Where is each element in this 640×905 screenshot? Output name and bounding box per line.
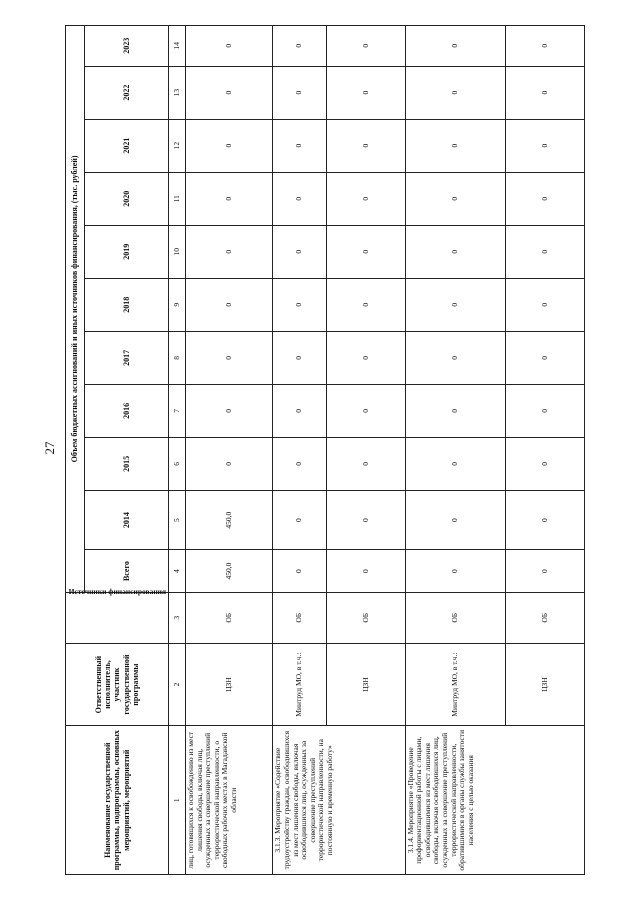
row-name: 3.1.4. Мероприятие «Проведение профориентационной работы с лицами, освободившимися из мест лишения свободы, включая освободившихся лиц, осужденных за совершение преступлений террористической направленности, обратившимися в органы службы занятости населения с целью оказания	[405, 726, 584, 875]
row-value: 0	[405, 437, 506, 490]
row-responsible: Минтруд МО, в т.ч.:	[405, 643, 506, 726]
column-number: 11	[169, 172, 186, 225]
header-year: 2019	[85, 225, 169, 278]
column-number: 9	[169, 278, 186, 331]
row-value: 0	[506, 26, 585, 67]
row-total: 0	[506, 550, 585, 592]
row-value: 0	[185, 66, 272, 119]
row-value: 0	[185, 119, 272, 172]
row-value: 0	[327, 331, 405, 384]
rotated-table-container	[65, 25, 585, 875]
row-responsible: Минтруд МО, в т.ч.:	[273, 643, 327, 726]
row-value: 0	[273, 384, 327, 437]
row-value: 0	[273, 66, 327, 119]
header-year: 2018	[85, 278, 169, 331]
table-row	[405, 26, 506, 875]
header-year: 2020	[85, 172, 169, 225]
row-value: 0	[327, 172, 405, 225]
row-value: 0	[506, 331, 585, 384]
row-source: ОБ	[506, 592, 585, 643]
row-value: 0	[405, 172, 506, 225]
row-value: 0	[327, 26, 405, 67]
row-value: 0	[405, 26, 506, 67]
row-value: 0	[185, 331, 272, 384]
header-year: 2017	[85, 331, 169, 384]
row-value: 0	[506, 490, 585, 549]
row-value: 0	[273, 225, 327, 278]
row-value: 0	[327, 490, 405, 549]
row-total: 0	[327, 550, 405, 592]
row-responsible: ЦЗН	[506, 643, 585, 726]
row-value: 0	[185, 278, 272, 331]
row-source: ОБ	[185, 592, 272, 643]
header-total: Всего	[85, 550, 169, 592]
row-value: 0	[327, 119, 405, 172]
row-value: 0	[185, 437, 272, 490]
row-value: 0	[185, 225, 272, 278]
header-year: 2014	[85, 490, 169, 549]
column-number: 10	[169, 225, 186, 278]
row-value: 0	[405, 66, 506, 119]
row-source: ОБ	[273, 592, 327, 643]
budget-table	[65, 25, 585, 875]
row-value: 0	[405, 278, 506, 331]
header-sources	[66, 586, 169, 643]
row-source: ОБ	[327, 592, 405, 643]
column-number: 5	[169, 490, 186, 549]
header-year: 2023	[85, 26, 169, 67]
row-value: 0	[405, 331, 506, 384]
row-value: 0	[273, 278, 327, 331]
row-total: 450,0	[185, 550, 272, 592]
row-value: 0	[405, 490, 506, 549]
row-value: 0	[185, 172, 272, 225]
header-sources-text: Источники финансирования	[68, 586, 166, 596]
header-year: 2021	[85, 119, 169, 172]
row-value: 0	[506, 119, 585, 172]
row-value: 0	[506, 66, 585, 119]
column-number: 3	[169, 592, 186, 643]
header-responsible: Ответственный исполнитель, участник государственной программы	[66, 643, 169, 726]
page-number: 27	[42, 441, 57, 455]
column-number: 6	[169, 437, 186, 490]
header-funding-group: Объем бюджетных ассигнований и иных источников финансирования, (тыс. рублей)	[66, 26, 85, 593]
row-value: 0	[327, 437, 405, 490]
column-number: 7	[169, 384, 186, 437]
row-value: 450,0	[185, 490, 272, 549]
row-value: 0	[506, 225, 585, 278]
header-name: Наименование государственной программы, подпрограммы, основных мероприятий, мероприятий	[66, 726, 169, 875]
column-number: 1	[169, 726, 186, 875]
row-total: 0	[405, 550, 506, 592]
table-row	[185, 26, 272, 875]
row-value: 0	[273, 437, 327, 490]
column-number: 14	[169, 26, 186, 67]
column-number: 4	[169, 550, 186, 592]
row-responsible: ЦЗН	[185, 643, 272, 726]
row-responsible: ЦЗН	[327, 643, 405, 726]
table-row	[273, 26, 327, 875]
row-value: 0	[327, 225, 405, 278]
row-value: 0	[327, 278, 405, 331]
column-number: 2	[169, 643, 186, 726]
row-source: ОБ	[405, 592, 506, 643]
row-value: 0	[185, 26, 272, 67]
row-name: 3.1.3. Мероприятие «Содействие трудоустройству граждан, освободившихся из мест лишения свободы, включая освободившихся лиц, осужденных за совершение преступлений террористической направленности, на постоянную и временную работу»	[273, 726, 405, 875]
header-year: 2015	[85, 437, 169, 490]
row-value: 0	[405, 384, 506, 437]
row-total: 0	[273, 550, 327, 592]
row-value: 0	[506, 384, 585, 437]
row-value: 0	[273, 490, 327, 549]
row-value: 0	[273, 331, 327, 384]
row-value: 0	[273, 119, 327, 172]
row-value: 0	[405, 225, 506, 278]
row-value: 0	[327, 384, 405, 437]
row-value: 0	[273, 172, 327, 225]
row-value: 0	[506, 278, 585, 331]
row-value: 0	[405, 119, 506, 172]
column-number: 8	[169, 331, 186, 384]
header-year: 2022	[85, 66, 169, 119]
row-value: 0	[506, 437, 585, 490]
row-name: лиц, готовящихся к освобождению из мест лишения свободы, включая лиц, осужденных за совершение преступлений террористической направленности, о свободных рабочих местах в Магаданской области	[185, 726, 272, 875]
column-number: 12	[169, 119, 186, 172]
header-year: 2016	[85, 384, 169, 437]
column-number: 13	[169, 66, 186, 119]
row-value: 0	[506, 172, 585, 225]
header-row-top	[66, 26, 85, 875]
row-value: 0	[327, 66, 405, 119]
row-value: 0	[185, 384, 272, 437]
column-number-row	[169, 26, 186, 875]
row-value: 0	[273, 26, 327, 67]
